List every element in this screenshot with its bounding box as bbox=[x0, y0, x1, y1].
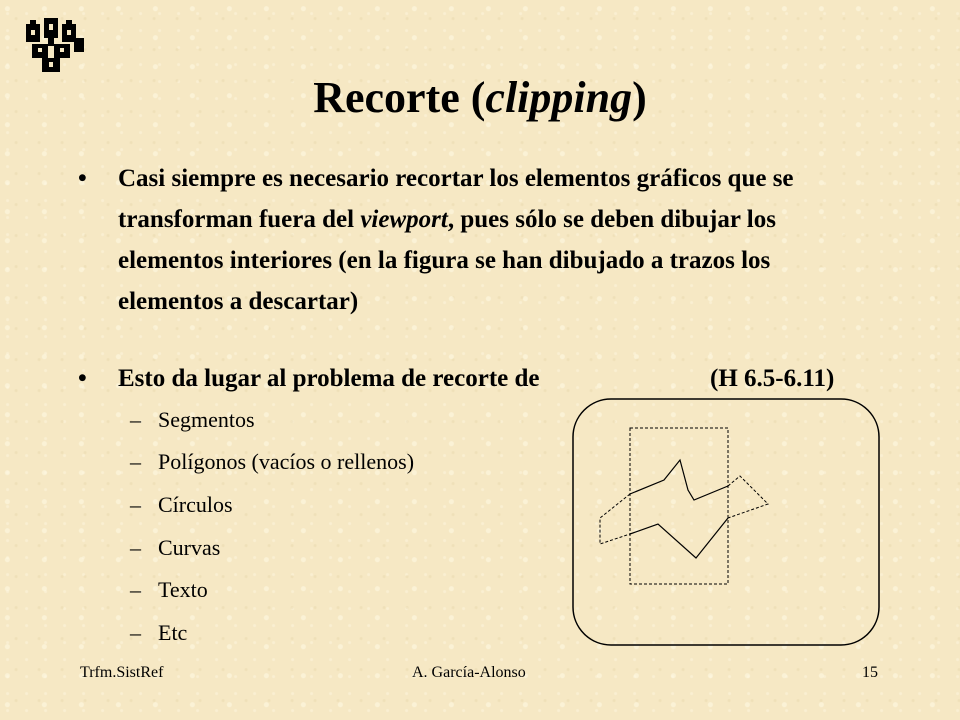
viewport-rectangle bbox=[630, 428, 728, 584]
sub-item: – Texto bbox=[130, 577, 208, 602]
viewport-term: viewport bbox=[360, 206, 448, 233]
page-number: 15 bbox=[862, 664, 878, 681]
bullet-marker: • bbox=[78, 165, 87, 192]
screen-frame bbox=[573, 399, 879, 645]
sub-item: – Etc bbox=[130, 620, 188, 645]
bullet-2-text: Esto da lugar al problema de recorte de bbox=[118, 365, 540, 392]
footer-left: Trfm.SistRef bbox=[80, 664, 164, 681]
bullet-1-text: Casi siempre es necesario recortar los elementos gráficos que se transforman fuera del viewport, pues sólo se deben dibujar los elementos interiores (en la figura se han dibujado a trazos los elementos a descartar) bbox=[118, 165, 794, 315]
university-logo-icon bbox=[26, 18, 86, 72]
sub-item: – Polígonos (vacíos o rellenos) bbox=[130, 449, 415, 474]
sub-item: – Curvas bbox=[130, 535, 221, 560]
polygon-outside-dashed bbox=[600, 494, 630, 544]
clipping-figure bbox=[572, 398, 880, 646]
footer-author: A. García-Alonso bbox=[412, 664, 526, 681]
book-reference: (H 6.5-6.11) bbox=[710, 365, 835, 392]
sub-item: – Círculos bbox=[130, 492, 233, 517]
slide-title: Recorte (clipping) bbox=[313, 73, 647, 122]
bullet-marker: • bbox=[78, 365, 87, 392]
polygon-outside-dashed bbox=[728, 476, 768, 518]
slide-title-italic: clipping bbox=[485, 73, 633, 122]
sub-item: – Segmentos bbox=[130, 407, 255, 432]
polygon-inside-solid bbox=[630, 518, 728, 558]
polygon-inside-solid bbox=[630, 460, 728, 500]
